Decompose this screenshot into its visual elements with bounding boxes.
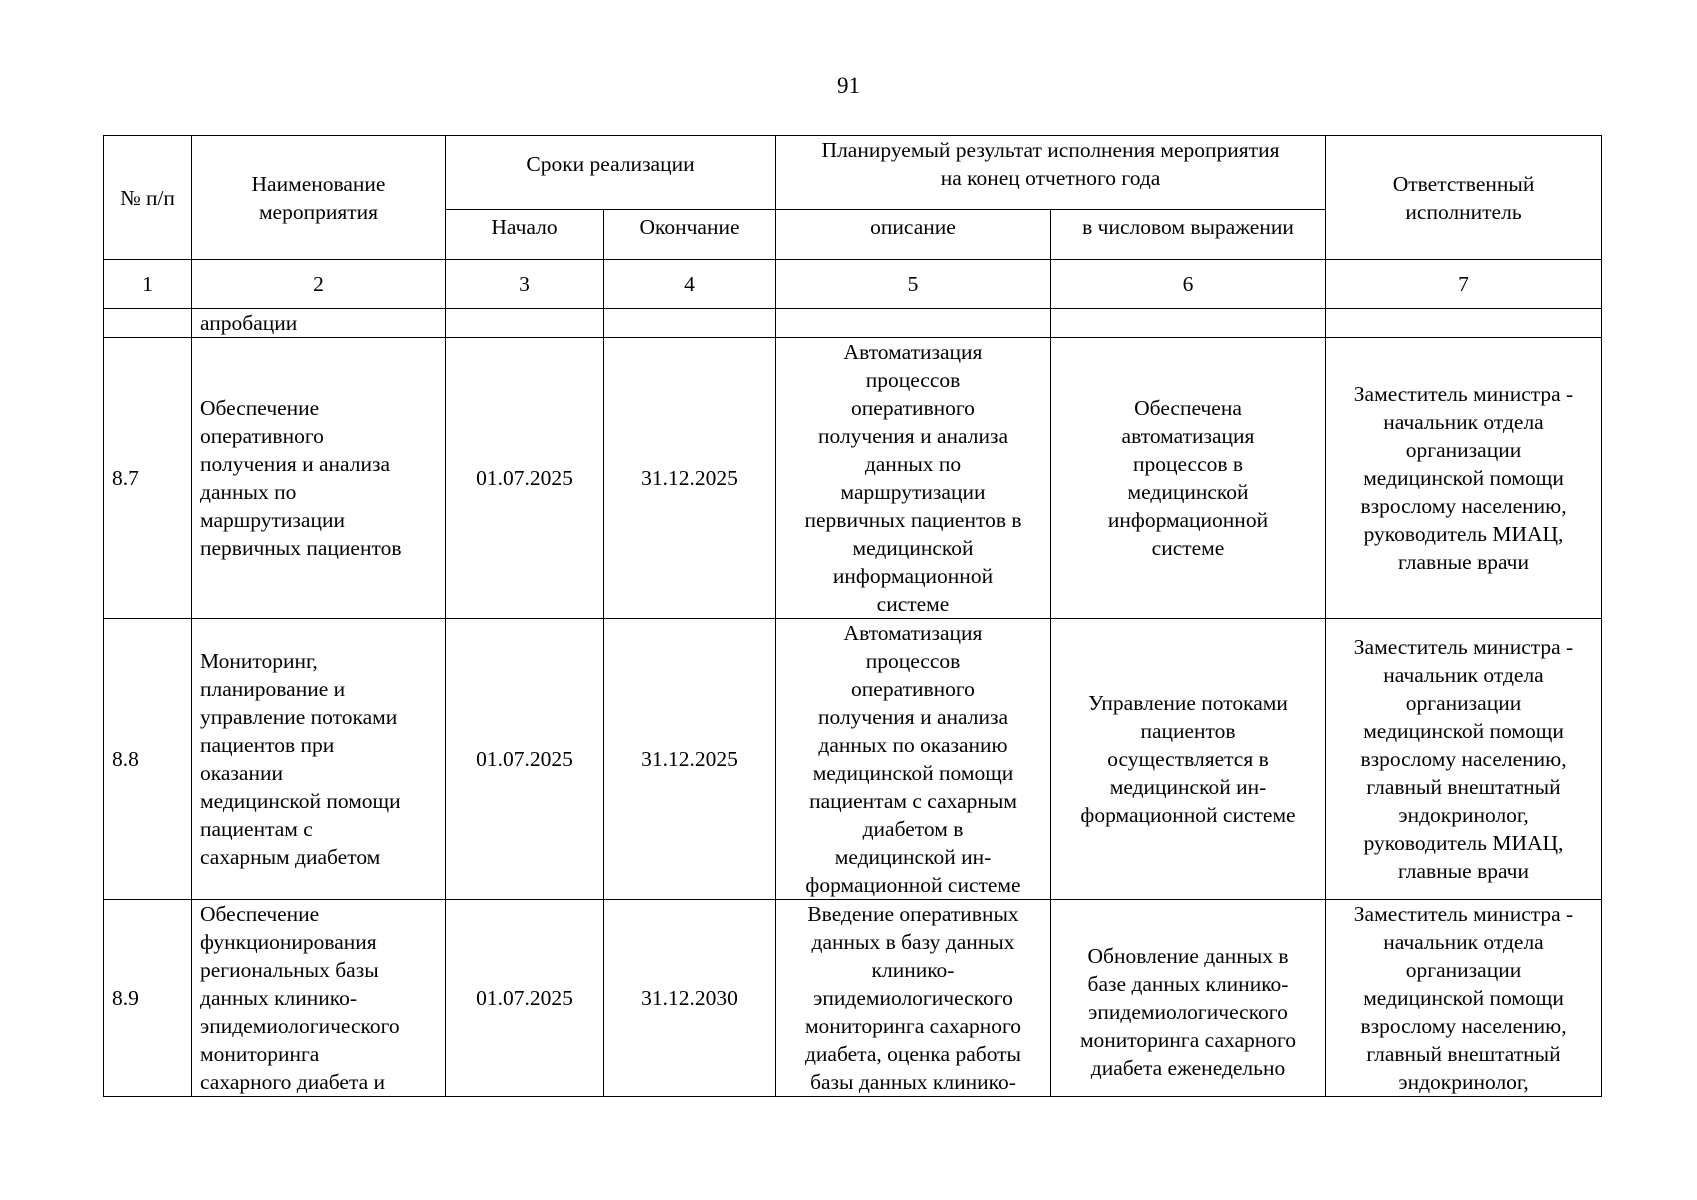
row-start: 01.07.2025 <box>446 900 604 1097</box>
page-number: 91 <box>837 73 860 98</box>
activities-table <box>103 135 1602 1097</box>
header-responsible: Ответственный исполнитель <box>1326 136 1602 260</box>
row-name: Мониторинг, планирование и управление потоками пациентов при оказании медицинской помощи пациентам с сахарным диабетом <box>192 619 446 900</box>
header-end: Окончание <box>604 210 776 260</box>
header-name: Наименование мероприятия <box>192 136 446 260</box>
column-number: 1 <box>104 260 192 309</box>
column-number: 5 <box>776 260 1051 309</box>
column-number: 3 <box>446 260 604 309</box>
row-responsible: Заместитель министра - начальник отдела организации медицинской помощи взрослому населению, руководитель МИАЦ, главные врачи <box>1326 338 1602 619</box>
header-num: № п/п <box>104 136 192 260</box>
header-start: Начало <box>446 210 604 260</box>
row-description: Автоматизация процессов оперативного получения и анализа данных по маршрутизации первичных пациентов в медицинской информационной системе <box>776 338 1051 619</box>
header-row-top <box>104 136 1602 210</box>
row-description: Введение оперативных данных в базу данных клинико- эпидемиологического мониторинга сахарного диабета, оценка работы базы данных клинико- <box>776 900 1051 1097</box>
row-num: 8.9 <box>104 900 192 1097</box>
row-end: 31.12.2025 <box>604 338 776 619</box>
row-numeric: Обновление данных в базе данных клинико- эпидемиологического мониторинга сахарного диабета еженедельно <box>1051 900 1326 1097</box>
row-end: 31.12.2030 <box>604 900 776 1097</box>
row-responsible: Заместитель министра - начальник отдела организации медицинской помощи взрослому населению, главный внештатный эндокринолог, руководитель МИАЦ, главные врачи <box>1326 619 1602 900</box>
header-description: описание <box>776 210 1051 260</box>
column-number: 2 <box>192 260 446 309</box>
table-row <box>104 619 1602 900</box>
column-number: 6 <box>1051 260 1326 309</box>
continuation-row <box>104 309 1602 338</box>
row-start: 01.07.2025 <box>446 338 604 619</box>
table-row <box>104 900 1602 1097</box>
row-numeric: Управление потоками пациентов осуществляется в медицинской ин- формационной системе <box>1051 619 1326 900</box>
column-number-row <box>104 260 1602 309</box>
row-start: 01.07.2025 <box>446 619 604 900</box>
row-num: 8.8 <box>104 619 192 900</box>
header-terms: Сроки реализации <box>446 136 776 210</box>
column-number: 4 <box>604 260 776 309</box>
row-end: 31.12.2025 <box>604 619 776 900</box>
table-row <box>104 338 1602 619</box>
row-name: Обеспечение функционирования региональных базы данных клинико- эпидемиологического мониторинга сахарного диабета и <box>192 900 446 1097</box>
column-number: 7 <box>1326 260 1602 309</box>
row-description: Автоматизация процессов оперативного получения и анализа данных по оказанию медицинской помощи пациентам с сахарным диабетом в медицинской ин- формационной системе <box>776 619 1051 900</box>
header-result: Планируемый результат исполнения мероприятия на конец отчетного года <box>776 136 1326 210</box>
row-name: Обеспечение оперативного получения и анализа данных по маршрутизации первичных пациентов <box>192 338 446 619</box>
row-num: 8.7 <box>104 338 192 619</box>
row-responsible: Заместитель министра - начальник отдела организации медицинской помощи взрослому населению, главный внештатный эндокринолог, <box>1326 900 1602 1097</box>
header-numeric: в числовом выражении <box>1051 210 1326 260</box>
continuation-name: апробации <box>192 309 446 338</box>
row-numeric: Обеспечена автоматизация процессов в медицинской информационной системе <box>1051 338 1326 619</box>
